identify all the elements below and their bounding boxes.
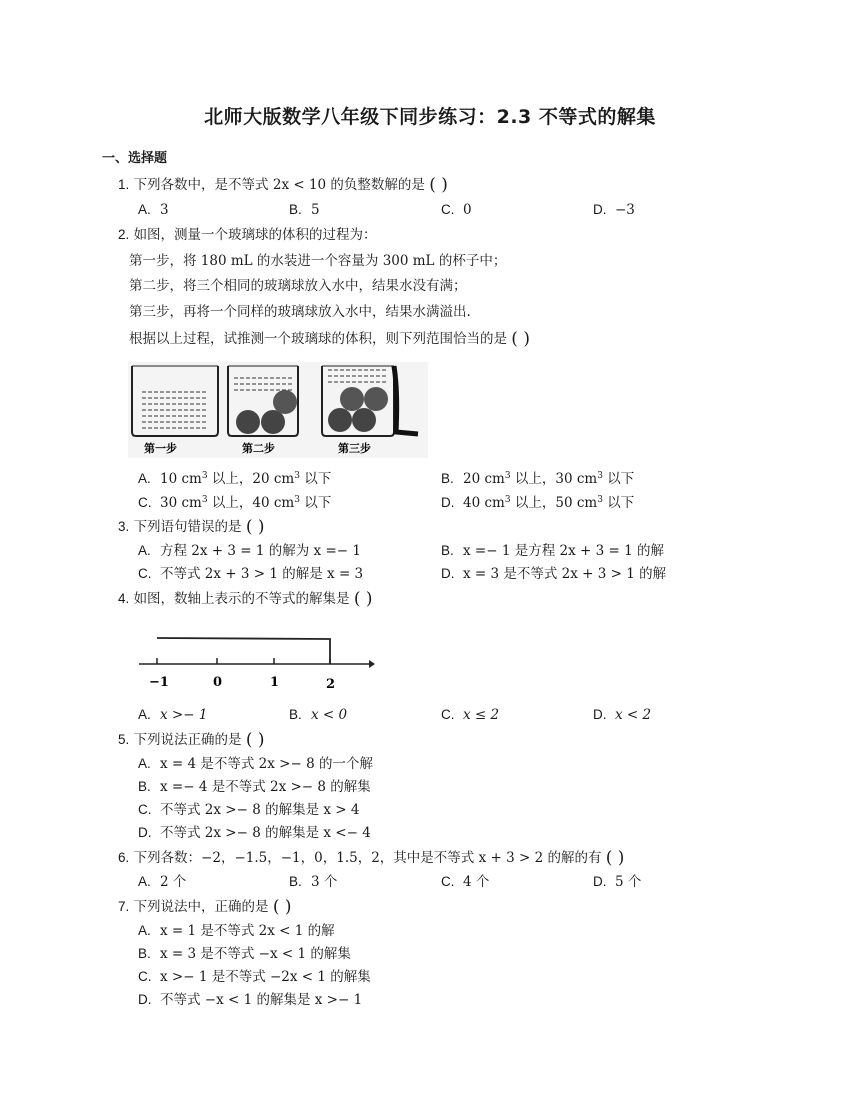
question-4 — [118, 591, 373, 607]
option-d: D. −3 — [593, 202, 635, 218]
option-a: A. 2 个 — [138, 874, 187, 890]
glass-ball — [236, 410, 260, 434]
answer-blank: ( ) — [245, 517, 265, 537]
option-a: A. 10 $cm^3$ 以上，20 $cm^3$ 以下 — [138, 471, 332, 487]
option-c: C. 不等式 2x >− 8 的解集是 x > 4 — [138, 802, 360, 818]
option-d: D. 不等式 −x < 1 的解集是 x >− 1 — [138, 992, 363, 1008]
question-5 — [118, 732, 265, 748]
question-2 — [118, 227, 377, 243]
option-a: A. x = 1 是不等式 2x < 1 的解 — [138, 923, 335, 939]
glass-ball — [364, 387, 388, 411]
glass-ball — [273, 390, 297, 414]
solution-bracket — [157, 638, 330, 664]
option-b: B. x < 0 — [289, 707, 348, 723]
question-2-step-3: 第三步，再将一个同样的玻璃球放入水中，结果水满溢出. — [129, 304, 471, 320]
question-3 — [118, 519, 265, 535]
option-d: D. 5 个 — [593, 874, 642, 890]
option-b: B. x = 3 是不等式 −x < 1 的解集 — [138, 946, 351, 962]
option-c: C. 30 $cm^3$ 以上，40 $cm^3$ 以下 — [138, 495, 332, 511]
question-number: 2. — [118, 227, 130, 242]
option-a: A. x = 4 是不等式 2x >− 8 的一个解 — [138, 756, 373, 772]
axis-label: −1 — [149, 675, 169, 690]
axis-label: 1 — [270, 675, 280, 690]
option-c: C. 0 — [441, 202, 472, 218]
question-number: 6. — [118, 850, 130, 865]
figure-caption-1: 第一步 — [144, 442, 177, 455]
question-number: 7. — [118, 899, 130, 914]
option-a: A. x >− 1 — [138, 707, 208, 723]
option-c: C. 4 个 — [441, 874, 490, 890]
question-number: 3. — [118, 519, 130, 534]
option-c: C. x >− 1 是不等式 −2x < 1 的解集 — [138, 969, 371, 985]
beakers-figure — [128, 362, 428, 458]
glass-ball — [352, 408, 376, 432]
question-number: 4. — [118, 591, 130, 606]
question-stem: 下列说法正确的是 — [133, 732, 242, 748]
question-number: 5. — [118, 732, 130, 747]
glass-ball — [328, 408, 352, 432]
option-b: B. 20 $cm^3$ 以上，30 $cm^3$ 以下 — [441, 471, 635, 487]
question-7 — [118, 899, 292, 915]
option-d: D. x = 3 是不等式 2x + 3 > 1 的解 — [441, 566, 667, 582]
option-d: D. 不等式 2x >− 8 的解集是 x <− 4 — [138, 825, 371, 841]
question-stem: 下列各数中，是不等式 2x < 10 的负整数解的是 — [133, 177, 425, 193]
question-2-ask: 根据以上过程，试推测一个玻璃球的体积，则下列范围恰当的是 ( ) — [129, 329, 530, 349]
figure-caption-2: 第二步 — [242, 442, 275, 455]
option-d: D. 40 $cm^3$ 以上，50 $cm^3$ 以下 — [441, 495, 635, 511]
question-stem: 下列语句错误的是 — [133, 519, 242, 535]
axis-label: 2 — [326, 677, 336, 692]
page-title: 北师大版数学八年级下同步练习：2.3 不等式的解集 — [204, 106, 656, 128]
question-2-step-2: 第二步，将三个相同的玻璃球放入水中，结果水没有满； — [129, 278, 467, 294]
option-c: C. x ≤ 2 — [441, 707, 500, 723]
answer-blank: ( ) — [511, 329, 530, 349]
figure-caption-3: 第三步 — [338, 442, 371, 455]
option-b: B. 5 — [289, 202, 320, 218]
question-number: 1. — [118, 177, 130, 192]
question-stem: 下列各数：−2，−1.5，−1，0，1.5，2，其中是不等式 x + 3 > 2 的解的有 — [133, 850, 602, 866]
question-2-step-1: 第一步，将 180 mL 的水装进一个容量为 300 mL 的杯子中； — [129, 253, 507, 269]
option-b: B. x =− 4 是不等式 2x >− 8 的解集 — [138, 779, 371, 795]
option-b: B. 3 个 — [289, 874, 338, 890]
glass-ball — [261, 410, 285, 434]
section-heading: 一、选择题 — [102, 151, 168, 166]
option-c: C. 不等式 2x + 3 > 1 的解是 x = 3 — [138, 566, 364, 582]
option-d: D. x < 2 — [593, 707, 652, 723]
question-stem: 如图，数轴上表示的不等式的解集是 — [133, 591, 350, 607]
answer-blank: ( ) — [429, 175, 448, 195]
question-1 — [118, 177, 448, 193]
option-b: B. x =− 1 是方程 2x + 3 = 1 的解 — [441, 543, 664, 559]
question-stem: 如图，测量一个玻璃球的体积的过程为： — [133, 227, 377, 243]
answer-blank: ( ) — [272, 897, 292, 917]
option-a: A. 3 — [138, 202, 169, 218]
answer-blank: ( ) — [245, 730, 265, 750]
answer-blank: ( ) — [353, 589, 373, 609]
option-a: A. 方程 2x + 3 = 1 的解为 x =− 1 — [138, 543, 361, 559]
number-line-figure — [137, 628, 377, 694]
axis-label: 0 — [213, 675, 223, 690]
glass-ball — [340, 387, 364, 411]
question-6 — [118, 850, 624, 866]
question-stem: 下列说法中，正确的是 — [133, 899, 269, 915]
answer-blank: ( ) — [605, 848, 625, 868]
arrow-icon — [369, 660, 375, 668]
